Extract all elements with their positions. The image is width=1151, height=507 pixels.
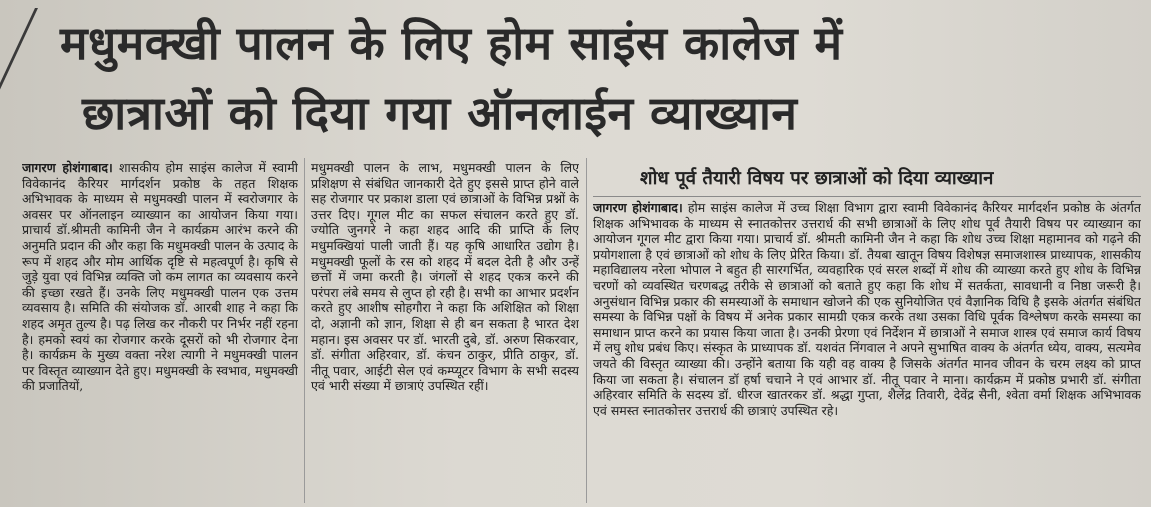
headline-line-1: मधुमक्खी पालन के लिए होम साइंस कालेज में bbox=[60, 16, 843, 70]
article1-column-1 bbox=[22, 160, 298, 505]
column-divider bbox=[586, 158, 587, 503]
subheadline-rule bbox=[593, 196, 1141, 197]
article1-dateline: जागरण होशंगाबाद। bbox=[22, 160, 113, 175]
article1-col1-text: शासकीय होम साइंस कालेज में स्वामी विवेकानंद कैरियर मार्गदर्शन प्रकोष्ठ के तहत शिक्षक अभिभावक के माध्यम से मधुमक्खी पालन में स्वरोजगार के अवसर पर ऑनलाइन व्याख्यान का आयोजन किया गया। प्राचार्य डॉ.श्रीमती कामिनी जैन ने कार्यक्रम आरंभ करने की अनुमति प्रदान की और कहा कि मधुमक्खी पालन के उत्पाद के रूप में शहद और मोम आर्थिक दृष्टि से महत्वपूर्ण है। कृषि से जुड़े युवा एवं विभिन्न व्यक्ति जो कम लागत का व्यवसाय करने की इच्छा रखते हैं। उनके लिए मधुमक्खी पालन एक उत्तम व्यवसाय है। समिति की संयोजक डॉ. आरबी शाह ने कहा कि शहद अमृत तुल्य है। पढ़ लिख कर नौकरी पर निर्भर नहीं रहना है। हमको स्वयं का रोजगार करके दूसरों को भी रोजगार देना है। कार्यक्रम के मुख्य वक्ता नरेश त्यागी ने मधुमक्खी पालन पर विस्तृत व्याख्यान देते हुए। मधुमक्खी के स्वभाव, मधुमक्खी की प्रजातियों, bbox=[22, 160, 298, 394]
column-divider bbox=[304, 158, 305, 503]
article1-column-2 bbox=[311, 160, 579, 505]
headline-line-2: छात्राओं को दिया गया ऑनलाईन व्याख्यान bbox=[82, 86, 798, 140]
article2-text: होम साइंस कालेज में उच्च शिक्षा विभाग द्वारा स्वामी विवेकानंद कैरियर मार्गदर्शन प्रकोष्ठ के अंतर्गत शिक्षक अभिभावक के माध्यम से स्नातकोत्तर उत्तरार्ध की सभी छात्राओं के लिए शोध पूर्व तैयारी विषय पर व्याख्यान का आयोजन गूगल मीट द्वारा किया गया। प्राचार्य डॉ. श्रीमती कामिनी जैन ने कहा कि शोध उच्च शिक्षा महामानव को गढ़ने की प्रयोगशाला है एवं छात्राओं को शोध के लिए प्रेरित किया। डॉ. तैयबा खातून विषय विशेषज्ञ समाजशास्त्र प्राध्यापक, शासकीय महाविद्यालय नरेला भोपाल ने बहुत ही सारगर्भित, व्यवहारिक एवं सरल शब्दों में शोध की व्याख्या करते हुए शोध के विभिन्न चरणों को व्यवस्थित चरणबद्ध तरीके से छात्राओं को बताते हुए कहा कि शोध में सतर्कता, सावधानी व निष्ठा जरूरी है। अनुसंधान विभिन्न प्रकार की समस्याओं के समाधान खोजने की एक सुनियोजित एवं वैज्ञानिक विधि है इसके अंतर्गत संबंधित समस्या के विभिन्न पक्षों के विषय में अनेक प्रकार सामग्री एकत्र करके तथा उसका विधि पूर्वक विश्लेषण करके समस्या का समाधान प्राप्त करने का प्रयास किया जाता है। उनकी प्रेरणा एवं निर्देशन में छात्राओं ने समाज शास्त्र एवं समाज कार्य विषय में लघु शोध प्रबंध किए। संस्कृत के प्राध्यापक डॉ. यशवंत निंगवाल ने अपने सुभाषित वाक्य के अंतर्गत ध्येय, वाक्य, सत्यमेव जयते की विस्तृत व्याख्या की। उन्होंने बताया कि यही वह वाक्य है जिसके अंतर्गत मानव जीवन के चरम लक्ष्य को प्राप्त किया जा सकता है। संचालन डॉ हर्षा चचाने ने एवं आभार डॉ. नीतू पवार ने माना। कार्यक्रम में प्रकोष्ठ प्रभारी डॉ. संगीता अहिरवार समिति के सदस्य डॉ. धीरज खातरकर डॉ. श्रद्धा गुप्ता, शैलेंद्र तिवारी, देवेंद्र सैनी, श्वेता वर्मा शिक्षक अभिभावक एवं समस्त स्नातकोत्तर उत्तरार्ध की छात्राएं उपस्थित रहे। bbox=[593, 200, 1141, 418]
article2-dateline: जागरण होशंगाबाद। bbox=[593, 200, 683, 215]
article2-body bbox=[593, 200, 1141, 505]
article2-subheadline: शोध पूर्व तैयारी विषय पर छात्राओं को दिया व्याख्यान bbox=[640, 168, 994, 189]
article1-col2-text: मधुमक्खी पालन के लाभ, मधुमक्खी पालन के लिए प्रशिक्षण से संबंधित जानकारी देते हुए इससे प्राप्त होने वाले सह रोजगार पर प्रकाश डाला एवं छात्राओं के विभिन्न प्रश्नों के उत्तर दिए। गूगल मीट का सफल संचालन करते हुए डॉ. ज्योति जुनगरे ने कहा शहद आदि की प्राप्ति के लिए मधुमक्खियां पाली जाती हैं। यह कृषि आधारित उद्योग है। मधुमक्खी फूलों के रस को शहद में बदल देती है और उन्हें छत्तों में जमा करती है। जंगलों से शहद एकत्र करने की परंपरा लंबे समय से लुप्त हो रही है। सभी का आभार प्रदर्शन करते हुए आशीष सोहगौरा ने कहा कि अशिक्षित को शिक्षा दो, अज्ञानी को ज्ञान, शिक्षा से ही बन सकता है भारत देश महान। इस अवसर पर डॉ. भारती दुबे, डॉ. अरुण सिकरवार, डॉ. संगीता अहिरवार, डॉ. कंचन ठाकुर, प्रीति ठाकुर, डॉ. नीतू पवार, आईटी सेल एवं कम्प्यूटर विभाग के सभी सदस्य एवं भारी संख्या में छात्राएं उपस्थित रहीं। bbox=[311, 160, 579, 394]
